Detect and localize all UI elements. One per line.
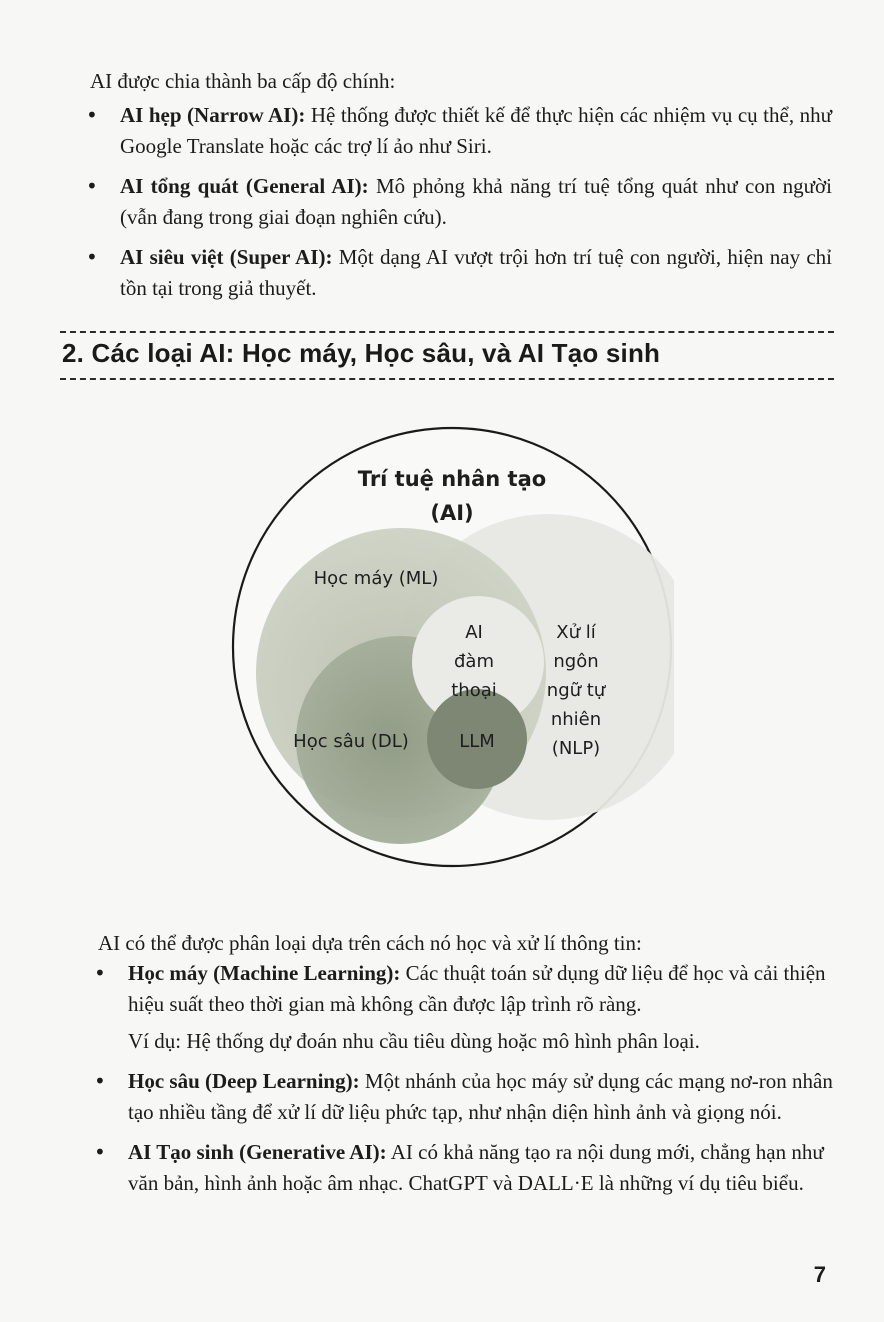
list-item	[68, 1137, 834, 1199]
bullet-icon: •	[86, 103, 98, 127]
ai-levels-list	[60, 100, 832, 313]
ml-label: Học máy (ML)	[313, 568, 439, 589]
bullet-icon: •	[86, 174, 98, 198]
item-term: AI hẹp (Narrow AI):	[120, 103, 306, 127]
dl-label: Học sâu (DL)	[293, 731, 409, 752]
item-term: AI Tạo sinh (Generative AI):	[128, 1140, 387, 1164]
item-term: Học máy (Machine Learning):	[128, 961, 401, 985]
bullet-icon: •	[94, 961, 106, 985]
ai-types-list	[68, 958, 834, 1208]
item-text: Một nhánh của học máy sử dụng các mạng nơ-ron nhân tạo nhiều tầng để xử lí dữ liệu phức tạp, như nhận diện hình ảnh và giọng nói.	[128, 1069, 833, 1124]
page-number: 7	[813, 1262, 826, 1287]
types-lead-text: AI có thể được phân loại dựa trên cách nó học và xử lí thông tin:	[98, 931, 642, 955]
intro-text: AI được chia thành ba cấp độ chính:	[90, 69, 396, 93]
ai-title-abbrev: (AI)	[430, 501, 474, 525]
conv-ai-label-line: đàm	[454, 651, 494, 672]
list-item	[68, 958, 834, 1057]
item-text: AI có khả năng tạo ra nội dung mới, chẳng hạn như văn bản, hình ảnh hoặc âm nhạc. ChatGPT và DALL·E là những ví dụ tiêu biểu.	[128, 1140, 824, 1195]
llm-label: LLM	[459, 731, 495, 752]
bullet-icon: •	[94, 1069, 106, 1093]
bullet-icon: •	[86, 245, 98, 269]
conv-ai-label-line: thoại	[451, 680, 497, 701]
heading-divider-top	[60, 331, 834, 333]
section-heading: 2. Các loại AI: Học máy, Học sâu, và AI Tạo sinh	[62, 338, 661, 368]
item-term: AI tổng quát (General AI):	[120, 174, 369, 198]
nlp-label-line: Xử lí	[556, 622, 596, 643]
item-text: Các thuật toán sử dụng dữ liệu để học và cải thiện hiệu suất theo thời gian mà không cần được lập trình rõ ràng.	[128, 961, 826, 1016]
item-text: Mô phỏng khả năng trí tuệ tổng quát như con người (vẫn đang trong giai đoạn nghiên cứu).	[120, 174, 832, 229]
item-example: Ví dụ: Hệ thống dự đoán nhu cầu tiêu dùng hoặc mô hình phân loại.	[128, 1029, 700, 1053]
bullet-icon: •	[94, 1140, 106, 1164]
nlp-label-line: nhiên	[550, 709, 602, 730]
item-term: Học sâu (Deep Learning):	[128, 1069, 360, 1093]
nlp-label-line: ngữ tự	[546, 680, 606, 701]
item-term: AI siêu việt (Super AI):	[120, 245, 333, 269]
heading-divider-bottom	[60, 378, 834, 380]
item-text: Một dạng AI vượt trội hơn trí tuệ con người, hiện nay chỉ tồn tại trong giả thuyết.	[120, 245, 832, 300]
item-text: Hệ thống được thiết kế để thực hiện các nhiệm vụ cụ thể, như Google Translate hoặc các trợ lí ảo như Siri.	[120, 103, 832, 158]
list-item	[68, 1066, 834, 1128]
conv-ai-label-line: AI	[465, 622, 483, 643]
list-item	[60, 100, 832, 162]
ai-title: Trí tuệ nhân tạo	[357, 467, 547, 491]
nlp-label-line: (NLP)	[551, 738, 601, 759]
ai-venn-diagram	[230, 420, 674, 874]
list-item	[60, 171, 832, 233]
list-item	[60, 242, 832, 304]
nlp-label-line: ngôn	[553, 651, 599, 672]
